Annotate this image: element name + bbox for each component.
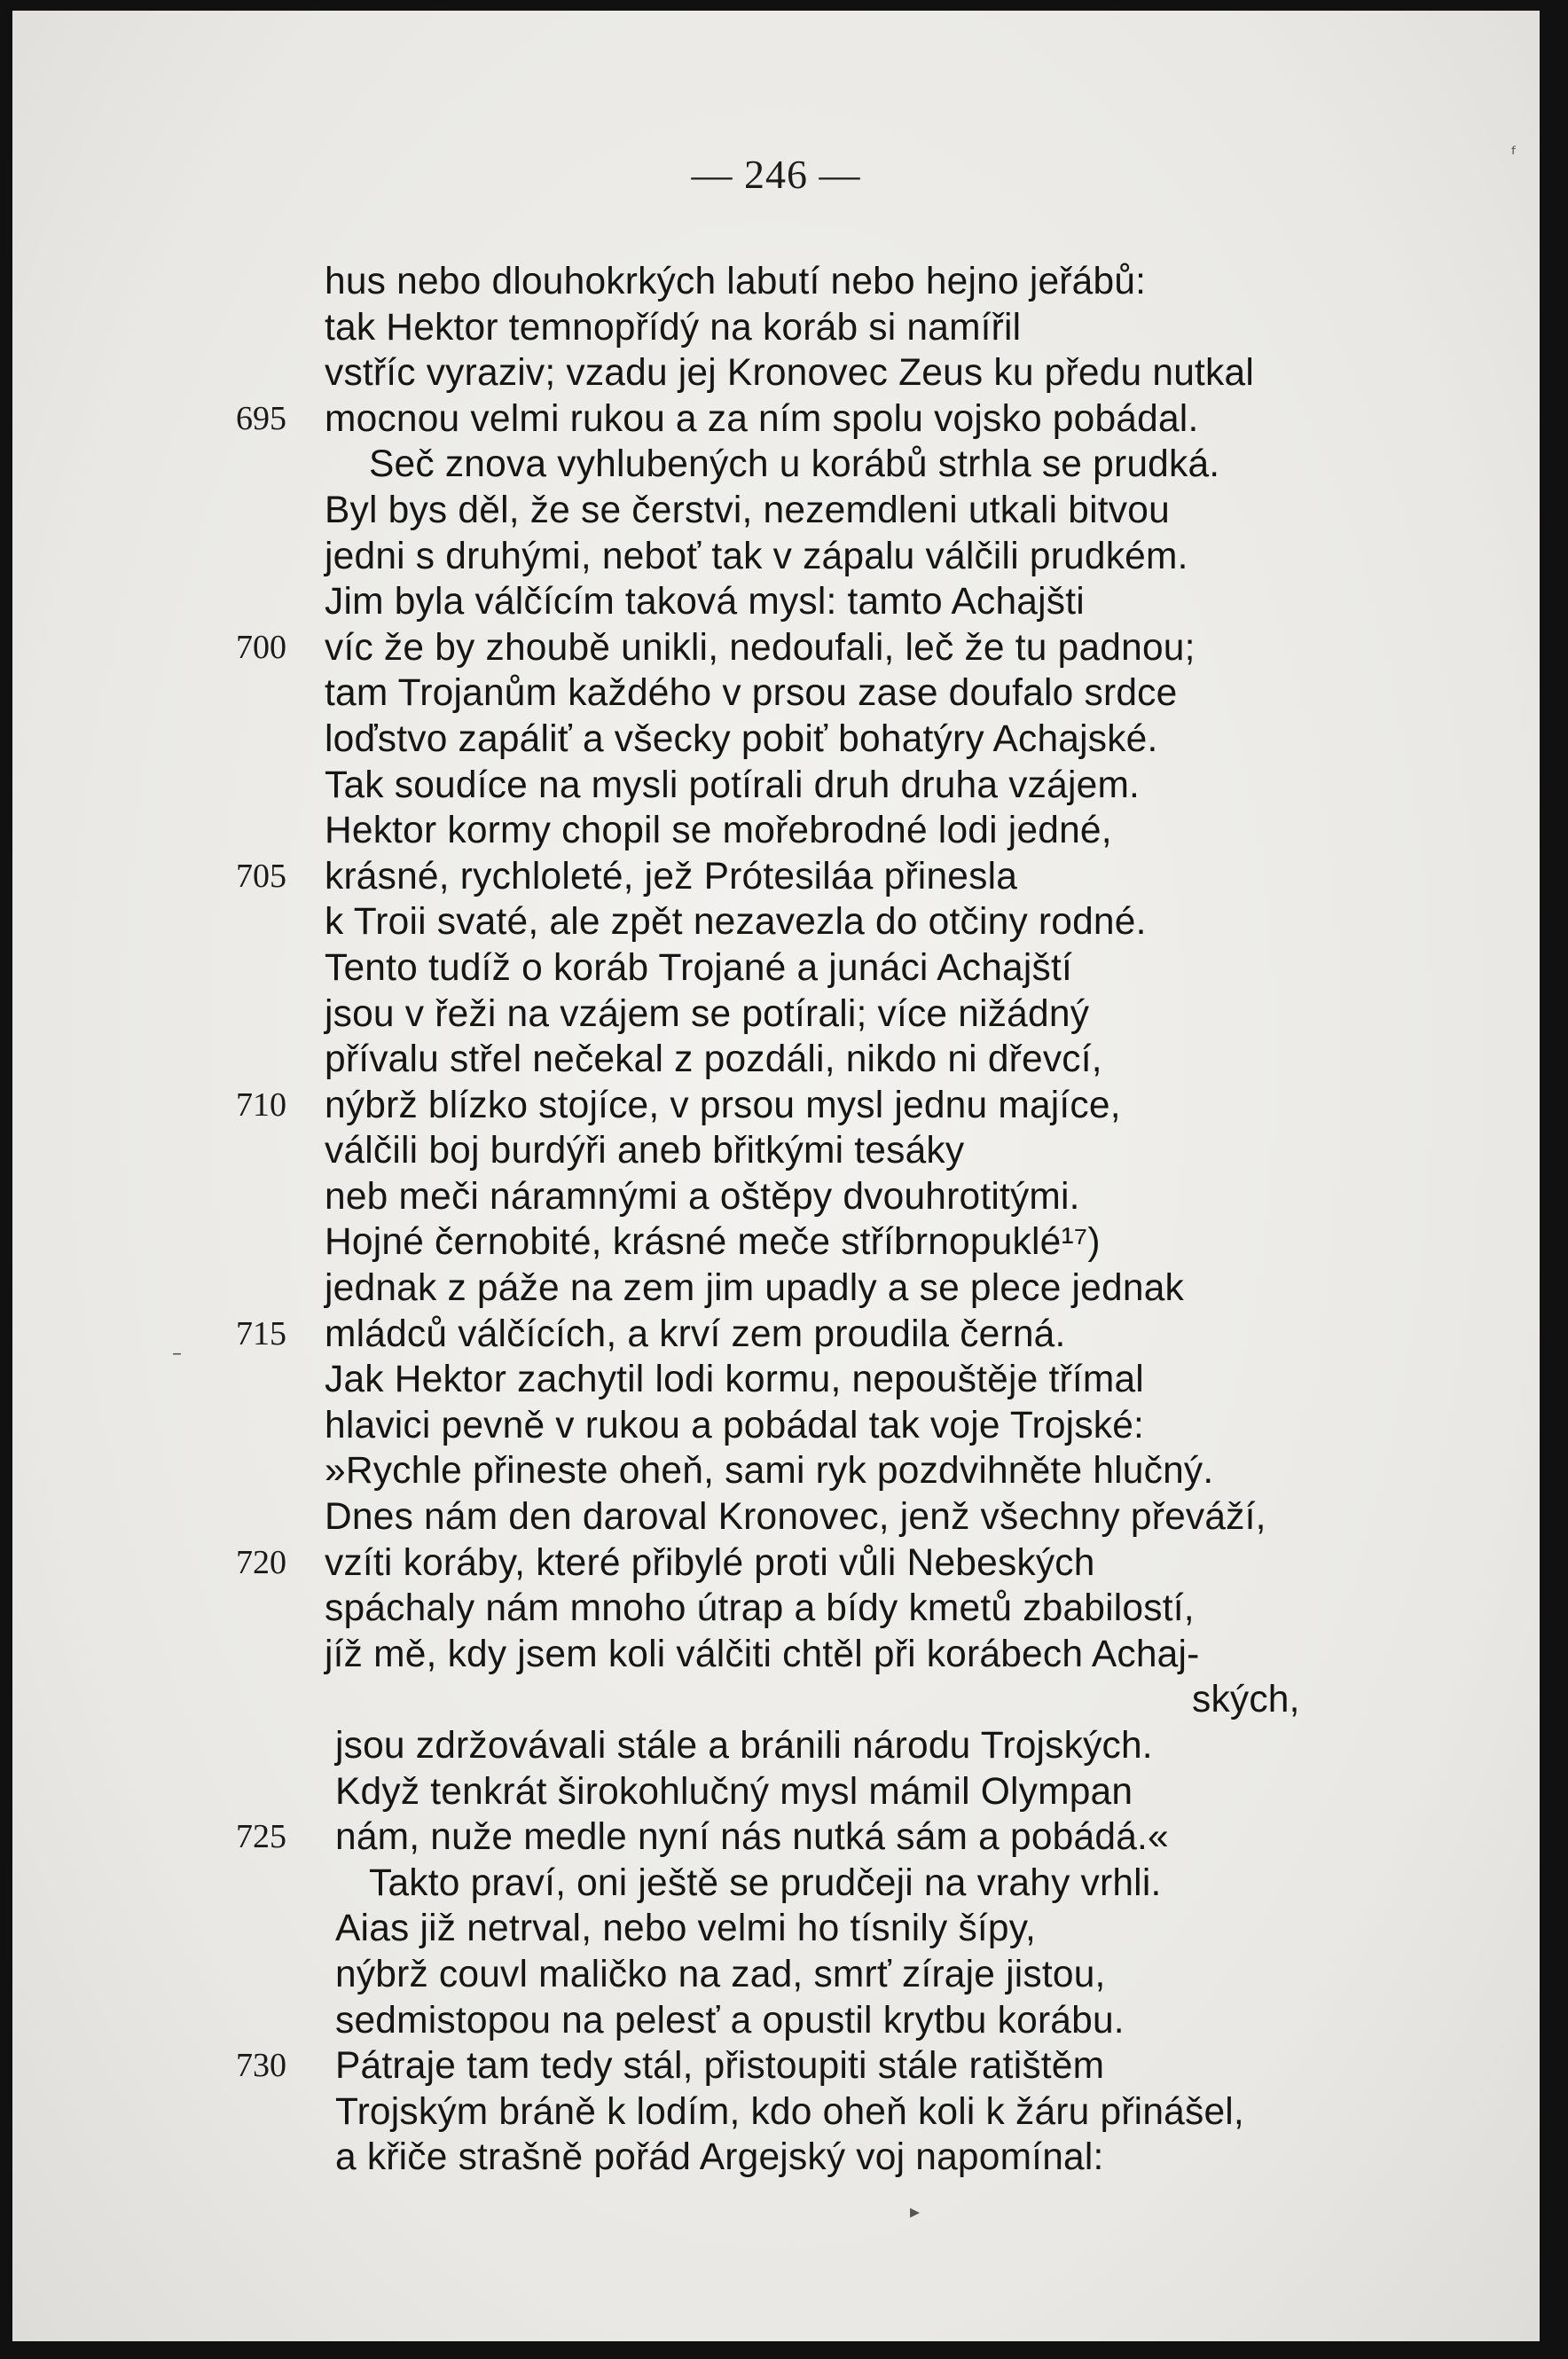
verse-text: mládců válčících, a krví zem proudila černá.: [325, 1313, 1066, 1355]
verse-text: spáchaly nám mnoho útrap a bídy kmetů zbabilostí,: [325, 1587, 1195, 1630]
verse-line: [12, 2089, 1540, 2136]
verse-line: [12, 1677, 1540, 1723]
verse-text: Pátraje tam tedy stál, přistoupiti stále ratištěm: [335, 2045, 1105, 2088]
verse-text: vzíti koráby, které přibylé proti vůli Nebeských: [325, 1541, 1095, 1584]
verse-text: tam Trojanům každého v prsou zase doufalo srdce: [325, 672, 1178, 715]
verse-line: [12, 1861, 1540, 1907]
verse-text: nýbrž couvl maličko na zad, smrť zíraje jistou,: [335, 1953, 1106, 1995]
verse-line: [12, 625, 1540, 671]
book-page: [12, 11, 1540, 2341]
verse-line: [12, 1266, 1540, 1312]
verse-text: loďstvo zapáliť a všecky pobiť bohatýry Achajské.: [325, 717, 1158, 760]
verse-line: [12, 763, 1540, 809]
verse-block: [12, 259, 1540, 2181]
verse-text: krásné, rychloleté, jež Prótesiláa přinesla: [325, 855, 1018, 897]
verse-line: [12, 1494, 1540, 1540]
line-number: 705: [236, 857, 286, 895]
verse-text: víc že by zhoubě unikli, nedoufali, leč že tu padnou;: [325, 626, 1196, 669]
verse-text: mocnou velmi rukou a za ním spolu vojsko pobádal.: [325, 397, 1199, 440]
verse-line: [12, 1403, 1540, 1449]
line-number: 725: [236, 1818, 286, 1856]
verse-text: jsou zdržovávali stále a bránili národu Trojských.: [335, 1725, 1153, 1767]
verse-text: Tak soudíce na mysli potírali druh druha vzájem.: [325, 764, 1141, 806]
verse-line: [12, 396, 1540, 443]
verse-line: [12, 1998, 1540, 2044]
verse-line: [12, 2135, 1540, 2181]
verse-line: [12, 442, 1540, 488]
verse-text: ských,: [1192, 1679, 1300, 1721]
verse-line: [12, 717, 1540, 763]
line-number: 700: [236, 628, 286, 666]
verse-text: tak Hektor temnopřídý na koráb si namířil: [325, 306, 1022, 349]
verse-text: Hektor kormy chopil se mořebrodné lodi jedné,: [325, 810, 1112, 852]
verse-text: Hojné černobité, krásné meče stříbrnopuklé¹⁷): [325, 1221, 1101, 1264]
verse-text: válčili boj burdýři aneb břitkými tesáky: [325, 1130, 965, 1172]
verse-line: [12, 991, 1540, 1038]
verse-line: [12, 350, 1540, 396]
line-number: 715: [236, 1314, 286, 1352]
line-number: 730: [236, 2047, 286, 2085]
verse-text: jedni s druhými, neboť tak v zápalu válčili prudkém.: [325, 535, 1188, 577]
verse-text: Seč znova vyhlubených u korábů strhla se prudká.: [369, 443, 1220, 486]
line-number: 695: [236, 399, 286, 437]
verse-line: [12, 899, 1540, 945]
verse-line: [12, 1540, 1540, 1587]
verse-text: Aias již netrval, nebo velmi ho tísnily šípy,: [335, 1908, 1037, 1950]
verse-line: [12, 1906, 1540, 1952]
verse-line: [12, 534, 1540, 580]
verse-text: Byl bys děl, že se čerstvi, nezemdleni utkali bitvou: [325, 489, 1170, 531]
verse-text: »Rychle přineste oheň, sami ryk pozdvihněte hlučný.: [325, 1450, 1214, 1493]
verse-line: [12, 1174, 1540, 1220]
verse-text: a křiče strašně pořád Argejský voj napomínal:: [335, 2136, 1104, 2179]
verse-line: [12, 808, 1540, 854]
verse-text: Dnes nám den daroval Kronovec, jenž všechny převáží,: [325, 1496, 1266, 1539]
verse-line: [12, 488, 1540, 534]
verse-line: [12, 945, 1540, 991]
verse-text: neb meči náramnými a oštěpy dvouhrotitými.: [325, 1175, 1080, 1218]
verse-text: Trojským bráně k lodím, kdo oheň koli k žáru přinášel,: [335, 2090, 1244, 2133]
verse-line: [12, 1083, 1540, 1129]
verse-text: Když tenkrát širokohlučný mysl mámil Olympan: [335, 1770, 1133, 1813]
verse-line: [12, 1586, 1540, 1632]
verse-text: Takto praví, oni ještě se prudčeji na vrahy vrhli.: [369, 1861, 1162, 1904]
verse-line: [12, 1357, 1540, 1403]
verse-line: [12, 1312, 1540, 1358]
verse-line: [12, 2043, 1540, 2089]
verse-text: hus nebo dlouhokrkých labutí nebo hejno jeřábů:: [325, 261, 1147, 302]
page-number: — 246 —: [691, 152, 861, 197]
print-speck: ▸: [910, 2201, 921, 2223]
verse-text: vstříc vyraziv; vzadu jej Kronovec Zeus ku předu nutkal: [325, 352, 1254, 395]
verse-line: [12, 1128, 1540, 1174]
verse-line: [12, 1632, 1540, 1678]
verse-line: [12, 1814, 1540, 1861]
verse-text: přívalu střel nečekal z pozdáli, nikdo ni dřevcí,: [325, 1038, 1102, 1081]
verse-text: k Troii svaté, ale zpět nezavezla do otčiny rodné.: [325, 901, 1147, 944]
verse-text: nám, nuže medle nyní nás nutká sám a pobádá.«: [335, 1816, 1169, 1859]
verse-text: jednak z páže na zem jim upadly a se plece jednak: [325, 1267, 1184, 1310]
verse-line: [12, 305, 1540, 351]
verse-line: [12, 854, 1540, 900]
verse-line: [12, 1769, 1540, 1815]
verse-line: [12, 670, 1540, 717]
verse-text: sedmistopou na pelesť a opustil krytbu korábu.: [335, 1999, 1125, 2042]
verse-text: Tento tudíž o koráb Trojané a junáci Achajští: [325, 946, 1072, 989]
verse-line: [12, 1037, 1540, 1083]
verse-text: hlavici pevně v rukou a pobádal tak voje Trojské:: [325, 1404, 1145, 1446]
line-number: 710: [236, 1085, 286, 1124]
verse-line: [12, 1952, 1540, 1998]
verse-line: [12, 1448, 1540, 1494]
verse-text: Jim byla válčícím taková mysl: tamto Achajšti: [325, 581, 1085, 623]
verse-line: [12, 1219, 1540, 1266]
print-speck: ᶠ: [1511, 144, 1517, 166]
verse-text: jsou v řeži na vzájem se potírali; více nižádný: [325, 992, 1090, 1035]
verse-text: nýbrž blízko stojíce, v prsou mysl jednu majíce,: [325, 1084, 1121, 1126]
verse-line: [12, 259, 1540, 305]
verse-text: Jak Hektor zachytil lodi kormu, nepouštěje třímal: [325, 1359, 1144, 1401]
print-speck: –: [172, 1343, 182, 1365]
line-number: 720: [236, 1543, 286, 1581]
verse-text: jíž mě, kdy jsem koli válčiti chtěl při korábech Achaj-: [325, 1633, 1200, 1675]
verse-line: [12, 579, 1540, 625]
verse-line: [12, 1723, 1540, 1769]
